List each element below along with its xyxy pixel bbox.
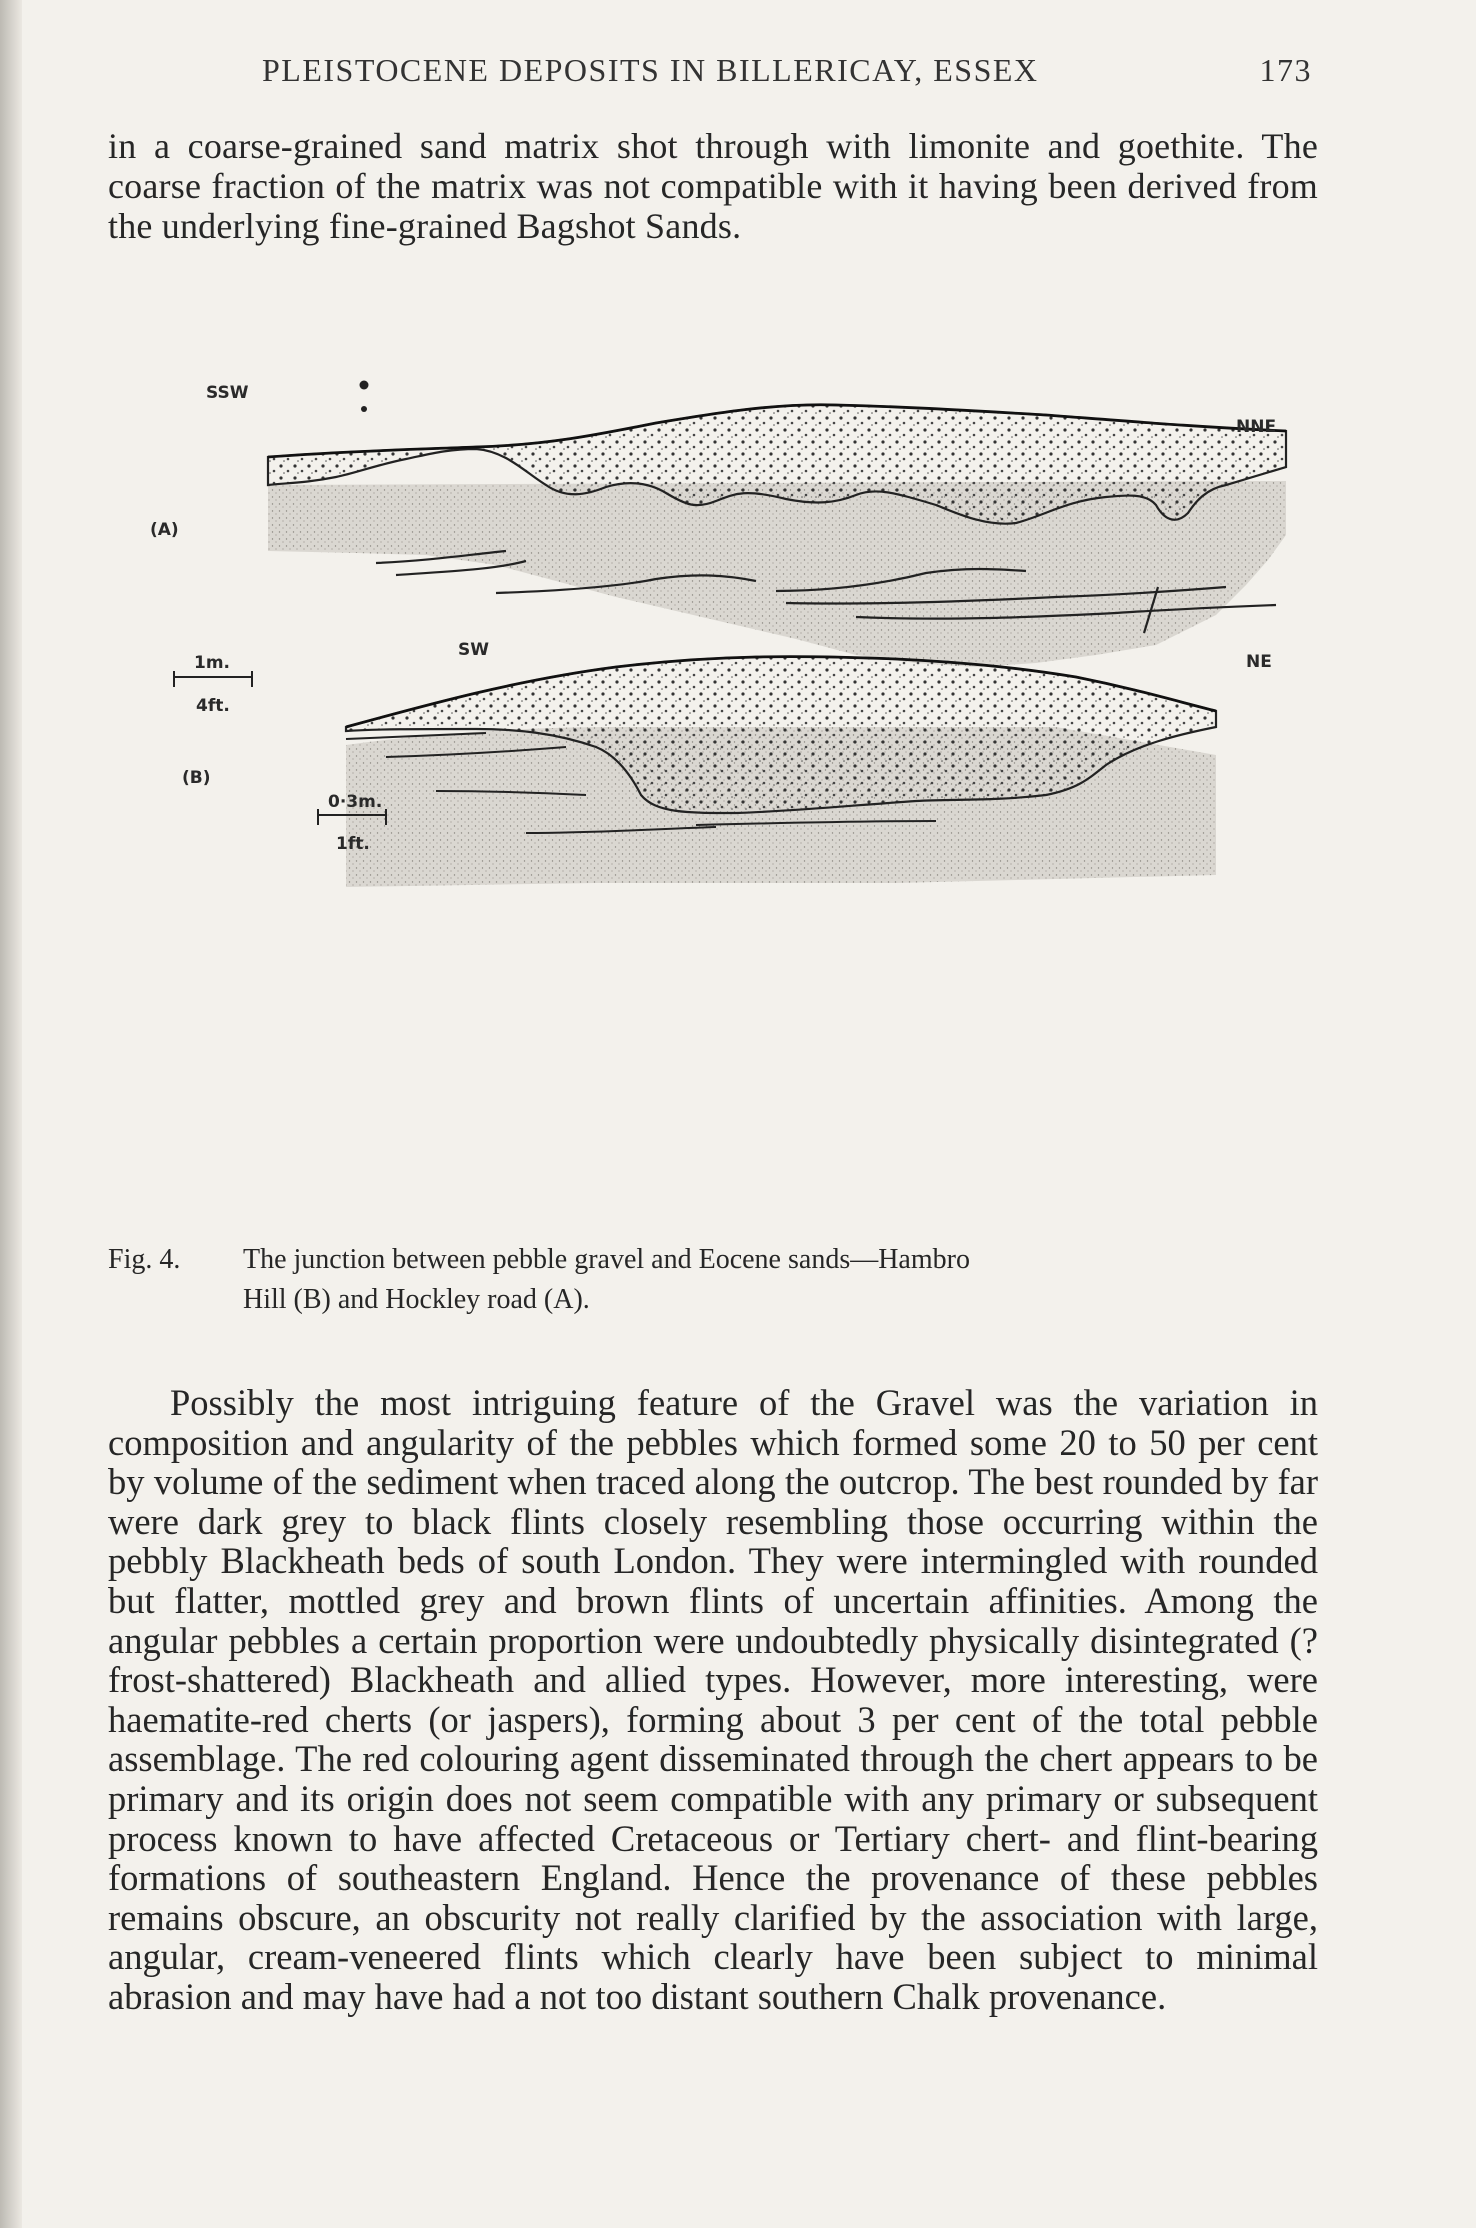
section-b xyxy=(182,640,1272,887)
section-b-scale-imperial: 1ft. xyxy=(336,834,370,854)
section-a-top-marker xyxy=(360,381,369,390)
section-a-scale-bar xyxy=(174,653,252,716)
section-b-right-direction: NE xyxy=(1246,652,1272,672)
figure-4 xyxy=(96,355,1336,1195)
intro-paragraph: in a coarse-grained sand matrix shot through with limonite and goethite. The coarse fraction of the matrix was not compatible with it having been derived from the underlying fine-grained Bagshot Sands. xyxy=(108,126,1318,246)
page-edge-shadow xyxy=(0,0,22,2228)
running-head-title: PLEISTOCENE DEPOSITS IN BILLERICAY, ESSEX xyxy=(262,52,1039,88)
figure-4-drawing xyxy=(96,355,1336,1195)
section-a-right-direction: NNE xyxy=(1236,417,1277,437)
intro-paragraph-block xyxy=(108,127,1318,246)
body-paragraph: Possibly the most intriguing feature of the Gravel was the variation in composition and angularity of the pebbles which formed some 20 to 50 per cent by volume of the sediment when traced along the outcrop. The best rounded by far were dark grey to black flints closely resembling those occurring within the pebbly Blackheath beds of south London. They were intermingled with rounded but flatter, mottled grey and brown flints of uncertain affinities. Among the angular pebbles a certain proportion were undoubtedly physically disintegrated (? frost-shattered) Blackheath and allied types. However, more interesting, were haematite-red cherts (or jaspers), forming about 3 per cent of the total pebble assemblage. The red colouring agent disseminated through the chert appears to be primary and its origin does not seem compatible with any primary or subsequent process known to have affected Cretaceous or Tertiary chert- and flint-bearing formations of southeastern England. Hence the provenance of these pebbles remains obscure, an obscurity not really clarified by the association with large, angular, cream-veneered flints which clearly have been subject to minimal abrasion and may have had a not too distant southern Chalk provenance. xyxy=(108,1382,1318,2017)
section-b-scale-metric: 0·3m. xyxy=(328,792,383,812)
figure-caption-number: Fig. 4. xyxy=(108,1244,181,1275)
figure-caption-line-1: The junction between pebble gravel and Eocene sands—Hambro xyxy=(243,1244,970,1275)
section-a-top-marker-lower xyxy=(361,406,367,412)
figure-caption-line-2: Hill (B) and Hockley road (A). xyxy=(243,1284,590,1315)
section-a-scale-imperial: 4ft. xyxy=(196,696,230,716)
figure-caption xyxy=(108,1240,1328,1320)
section-a-scale-metric: 1m. xyxy=(194,653,231,673)
body-paragraph-block xyxy=(108,1383,1318,2017)
section-a-left-direction: SSW xyxy=(206,383,249,403)
section-b-left-direction: SW xyxy=(458,640,489,660)
page-number: 173 xyxy=(1259,52,1312,88)
section-a-label: (A) xyxy=(150,520,179,540)
section-b-label: (B) xyxy=(182,768,211,788)
